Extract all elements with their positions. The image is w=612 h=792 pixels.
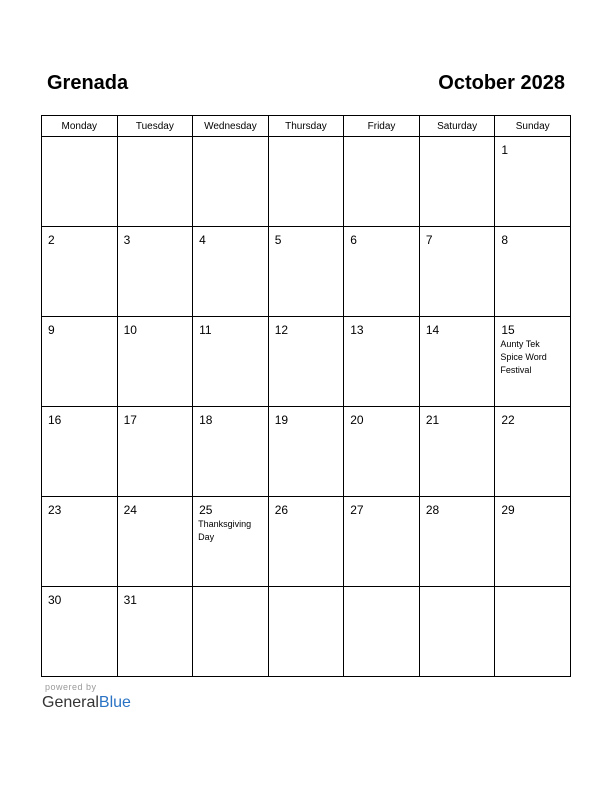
day-cell	[419, 227, 495, 317]
day-cell	[419, 497, 495, 587]
holiday-event-line: Aunty Tek	[500, 339, 540, 349]
day-cell	[117, 317, 193, 407]
weekday-header: Wednesday	[193, 116, 269, 137]
day-cell	[344, 587, 420, 677]
day-number: 29	[501, 503, 515, 517]
calendar-grid	[41, 115, 571, 677]
holiday-event	[500, 338, 567, 377]
day-cell	[117, 227, 193, 317]
day-number: 27	[350, 503, 364, 517]
day-cell	[268, 497, 344, 587]
week-row	[42, 587, 571, 677]
day-cell	[419, 587, 495, 677]
holiday-event-line: Day	[198, 532, 215, 542]
day-cell	[268, 227, 344, 317]
holiday-event-line: Festival	[500, 365, 532, 375]
day-number: 9	[48, 323, 55, 337]
day-number: 11	[199, 323, 212, 337]
week-row	[42, 227, 571, 317]
day-cell	[117, 497, 193, 587]
day-number: 19	[274, 413, 289, 427]
country-title: Grenada	[47, 72, 129, 94]
day-number: 17	[123, 413, 137, 427]
day-number: 8	[501, 233, 509, 247]
day-number: 23	[48, 503, 62, 517]
holiday-event-line: Spice Word	[500, 352, 547, 362]
day-number: 1	[501, 143, 509, 157]
day-cell	[42, 497, 118, 587]
weekday-header: Thursday	[268, 116, 344, 137]
day-cell	[268, 587, 344, 677]
weekday-header: Saturday	[419, 116, 495, 137]
day-number: 15	[501, 323, 515, 337]
day-cell	[495, 227, 571, 317]
day-number: 21	[425, 413, 440, 427]
day-number: 12	[274, 323, 289, 337]
day-cell	[419, 317, 495, 407]
day-number: 24	[123, 503, 137, 517]
day-cell	[193, 497, 269, 587]
day-cell	[344, 497, 420, 587]
weekday-header: Sunday	[495, 116, 571, 137]
day-cell	[42, 407, 118, 497]
day-cell	[117, 407, 193, 497]
day-cell	[193, 227, 269, 317]
day-cell	[193, 317, 269, 407]
day-number: 13	[350, 323, 364, 337]
day-cell	[495, 407, 571, 497]
day-cell	[495, 587, 571, 677]
day-number: 31	[123, 593, 137, 607]
brand-name-part1: General	[42, 694, 99, 711]
day-number: 18	[199, 413, 213, 427]
weekday-header: Friday	[344, 116, 420, 137]
powered-by-label: powered by	[45, 682, 97, 692]
day-number: 20	[350, 413, 364, 427]
day-cell	[268, 317, 344, 407]
day-cell	[419, 407, 495, 497]
day-number: 16	[48, 413, 62, 427]
day-cell	[117, 137, 193, 227]
day-cell	[42, 137, 118, 227]
day-number: 4	[199, 233, 206, 247]
generalblue-logo[interactable]	[42, 694, 131, 712]
day-cell	[344, 317, 420, 407]
brand-name-part2: Blue	[98, 694, 131, 711]
weekday-header: Tuesday	[117, 116, 193, 137]
day-number: 2	[48, 233, 55, 247]
day-number: 25	[199, 503, 213, 517]
day-cell	[268, 137, 344, 227]
week-row	[42, 317, 571, 407]
month-year-title: October 2028	[438, 72, 565, 94]
day-cell	[42, 587, 118, 677]
day-cell	[193, 137, 269, 227]
day-number: 6	[350, 233, 357, 247]
week-row	[42, 137, 571, 227]
day-cell	[268, 407, 344, 497]
day-cell	[193, 587, 269, 677]
day-cell	[193, 407, 269, 497]
day-number: 22	[501, 413, 515, 427]
day-cell	[495, 497, 571, 587]
day-cell	[344, 137, 420, 227]
weekday-header: Monday	[42, 116, 118, 137]
day-cell	[117, 587, 193, 677]
day-cell	[344, 227, 420, 317]
day-number: 14	[425, 323, 440, 337]
weekday-header-row	[42, 116, 571, 137]
day-number: 10	[123, 323, 137, 337]
holiday-event	[198, 518, 265, 544]
day-cell	[495, 137, 571, 227]
week-row	[42, 497, 571, 587]
day-cell	[344, 407, 420, 497]
day-cell	[495, 317, 571, 407]
day-number: 7	[425, 233, 433, 247]
day-number: 5	[274, 233, 282, 247]
day-number: 28	[425, 503, 440, 517]
holiday-event-line: Thanksgiving	[198, 519, 252, 529]
week-row	[42, 407, 571, 497]
day-cell	[419, 137, 495, 227]
day-cell	[42, 317, 118, 407]
day-number: 30	[48, 593, 62, 607]
day-number: 3	[123, 233, 131, 247]
day-cell	[42, 227, 118, 317]
day-number: 26	[274, 503, 289, 517]
